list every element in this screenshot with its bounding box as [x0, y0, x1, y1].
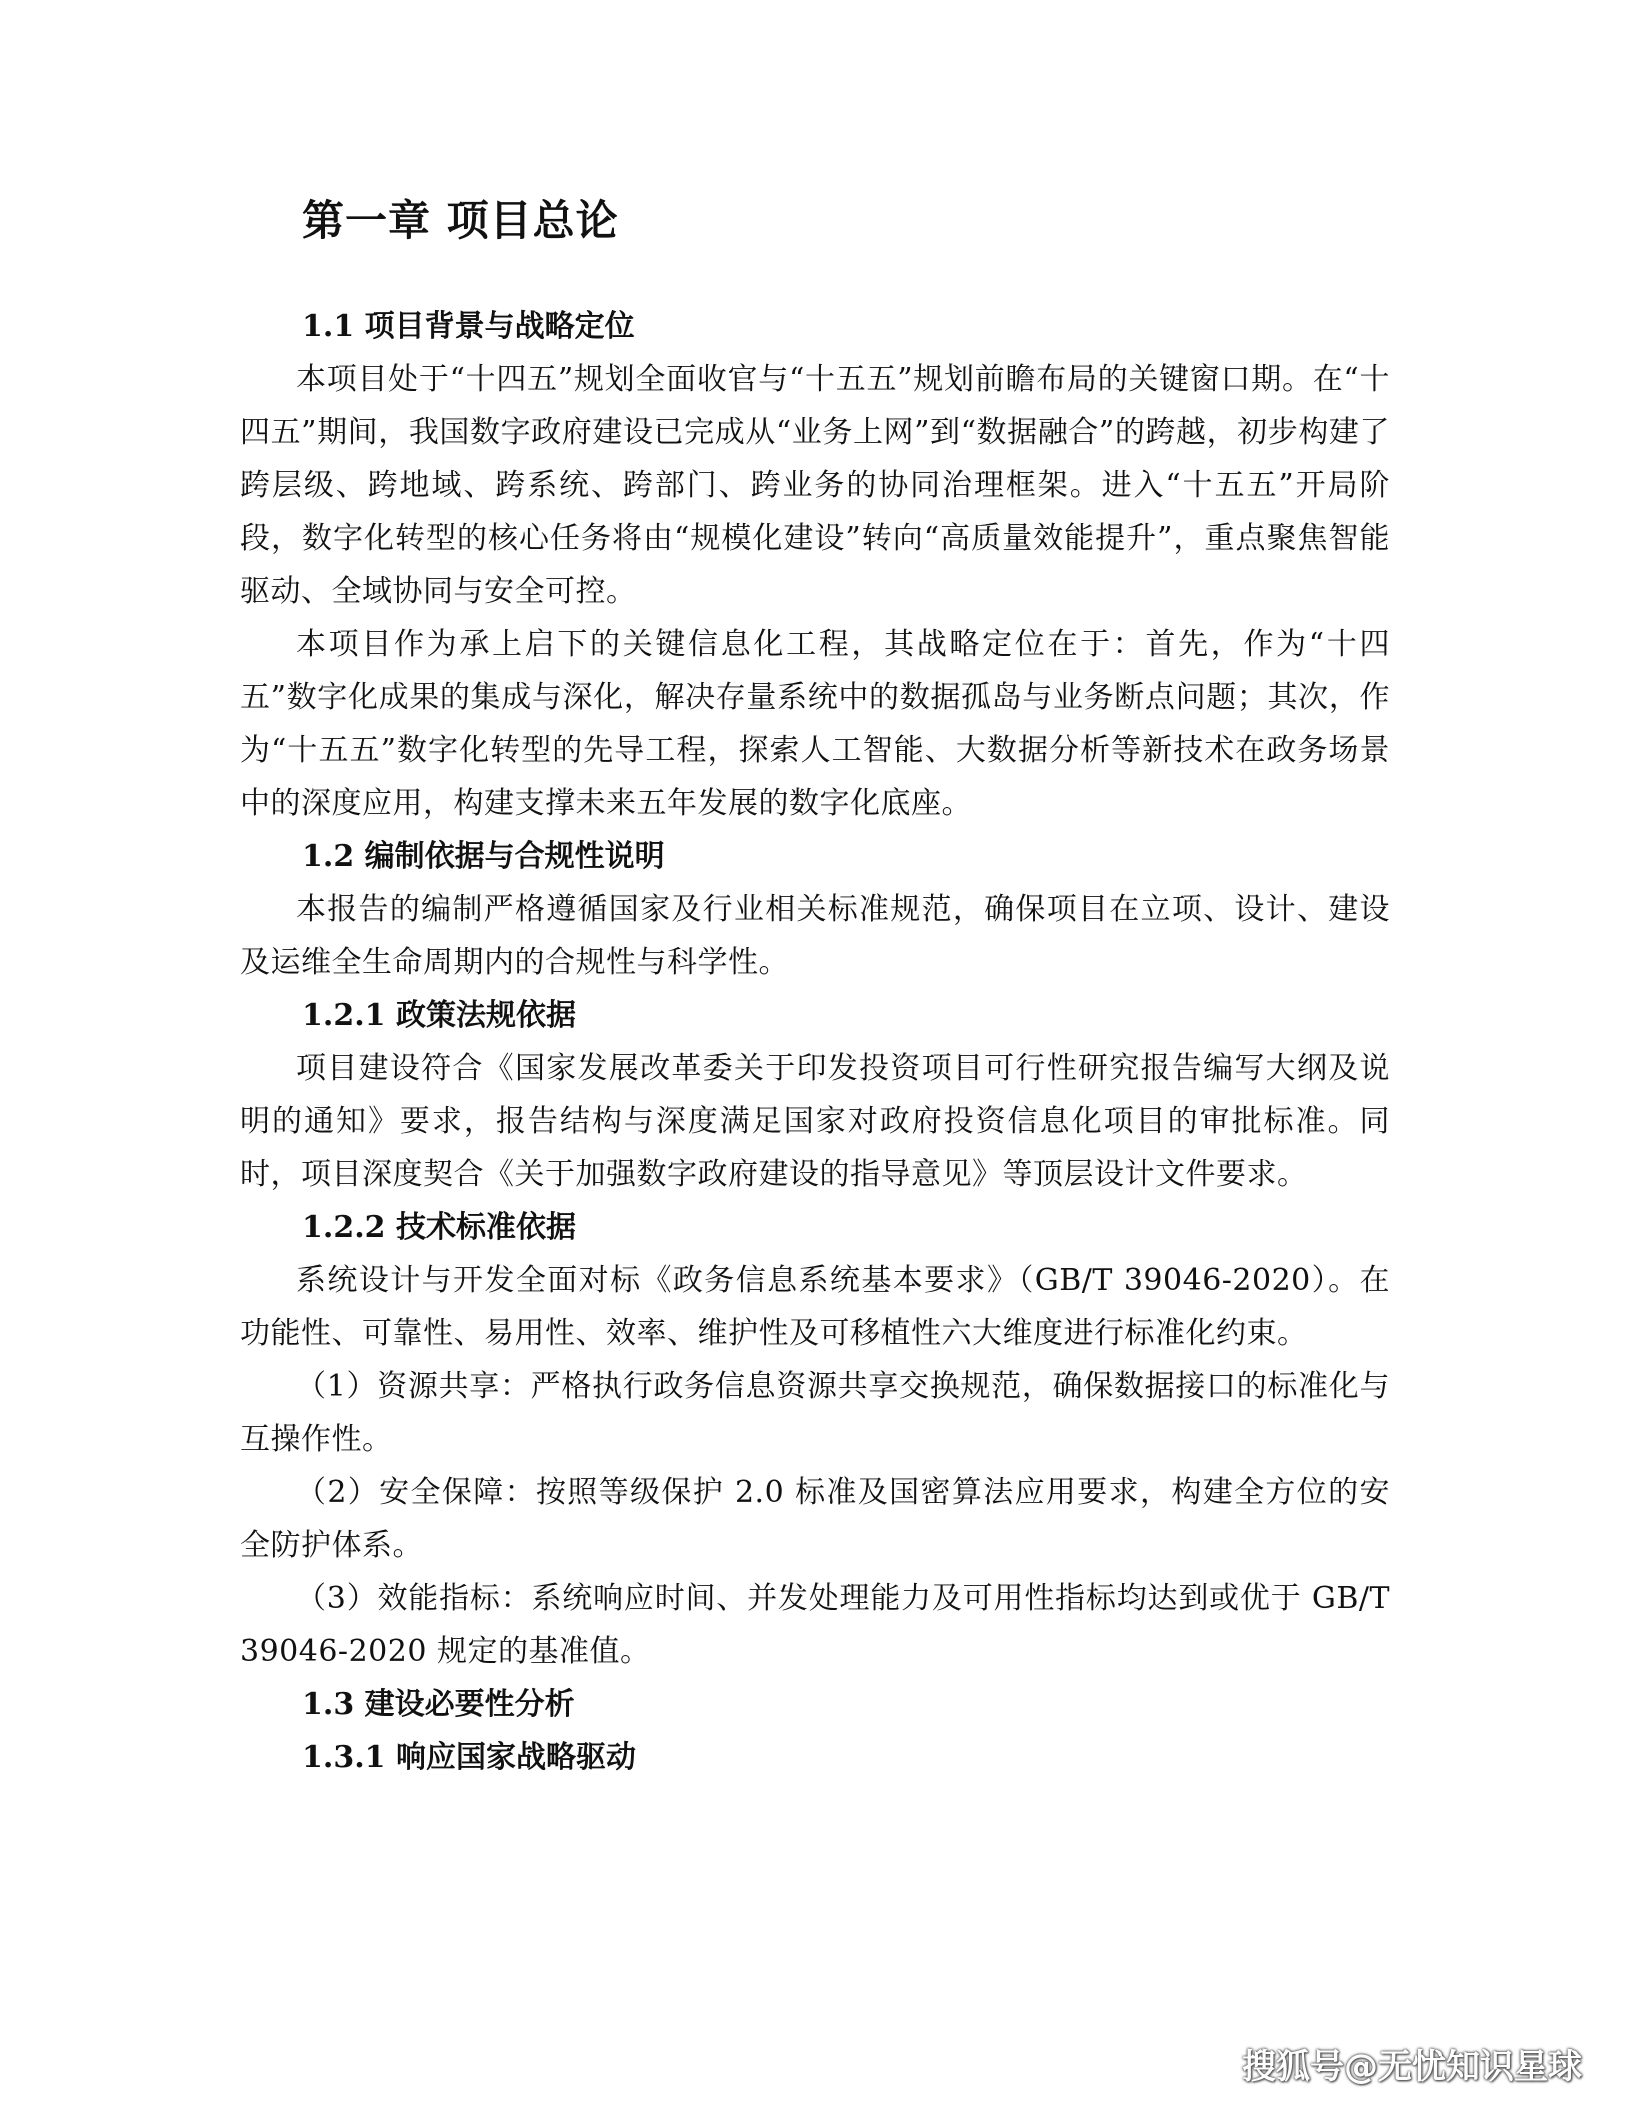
list-item-resource-sharing: （1）资源共享：严格执行政务信息资源共享交换规范，确保数据接口的标准化与互操作性。 — [240, 1369, 1390, 1457]
watermark-label: 搜狐号@无忧知识星球 — [1242, 2047, 1582, 2087]
document-body — [240, 300, 1390, 1784]
section-heading-1-3: 1.3 建设必要性分析 — [302, 1687, 575, 1722]
paragraph-technical-standard: 系统设计与开发全面对标《政务信息系统基本要求》（GB/T 39046-2020）。在功能性、可靠性、易用性、效率、维护性及可移植性六大维度进行标准化约束。 — [240, 1263, 1390, 1351]
paragraph-background: 本项目处于“十四五”规划全面收官与“十五五”规划前瞻布局的关键窗口期。在“十四五”期间，我国数字政府建设已完成从“业务上网”到“数据融合”的跨越，初步构建了跨层级、跨地域、跨系统、跨部门、跨业务的协同治理框架。进入“十五五”开局阶段，数字化转型的核心任务将由“规模化建设”转向“高质量效能提升”，重点聚焦智能驱动、全域协同与安全可控。 — [240, 362, 1390, 609]
section-heading-1-2-2: 1.2.2 技术标准依据 — [302, 1210, 576, 1245]
paragraph-positioning: 本项目作为承上启下的关键信息化工程，其战略定位在于：首先，作为“十四五”数字化成果的集成与深化，解决存量系统中的数据孤岛与业务断点问题；其次，作为“十五五”数字化转型的先导工程，探索人工智能、大数据分析等新技术在政务场景中的深度应用，构建支撑未来五年发展的数字化底座。 — [240, 627, 1390, 821]
section-heading-1-2-1: 1.2.1 政策法规依据 — [302, 998, 576, 1033]
paragraph-compliance: 本报告的编制严格遵循国家及行业相关标准规范，确保项目在立项、设计、建设及运维全生命周期内的合规性与科学性。 — [240, 892, 1390, 980]
chapter-title: 第一章 项目总论 — [302, 196, 619, 245]
section-heading-1-1: 1.1 项目背景与战略定位 — [302, 309, 635, 344]
list-item-performance: （3）效能指标：系统响应时间、并发处理能力及可用性指标均达到或优于 GB/T 39046-2020 规定的基准值。 — [240, 1581, 1390, 1669]
paragraph-policy-basis: 项目建设符合《国家发展改革委关于印发投资项目可行性研究报告编写大纲及说明的通知》要求，报告结构与深度满足国家对政府投资信息化项目的审批标准。同时，项目深度契合《关于加强数字政府建设的指导意见》等顶层设计文件要求。 — [240, 1051, 1390, 1192]
section-heading-1-2: 1.2 编制依据与合规性说明 — [302, 839, 665, 874]
list-item-security: （2）安全保障：按照等级保护 2.0 标准及国密算法应用要求，构建全方位的安全防护体系。 — [240, 1475, 1390, 1563]
section-heading-1-3-1: 1.3.1 响应国家战略驱动 — [302, 1740, 636, 1775]
